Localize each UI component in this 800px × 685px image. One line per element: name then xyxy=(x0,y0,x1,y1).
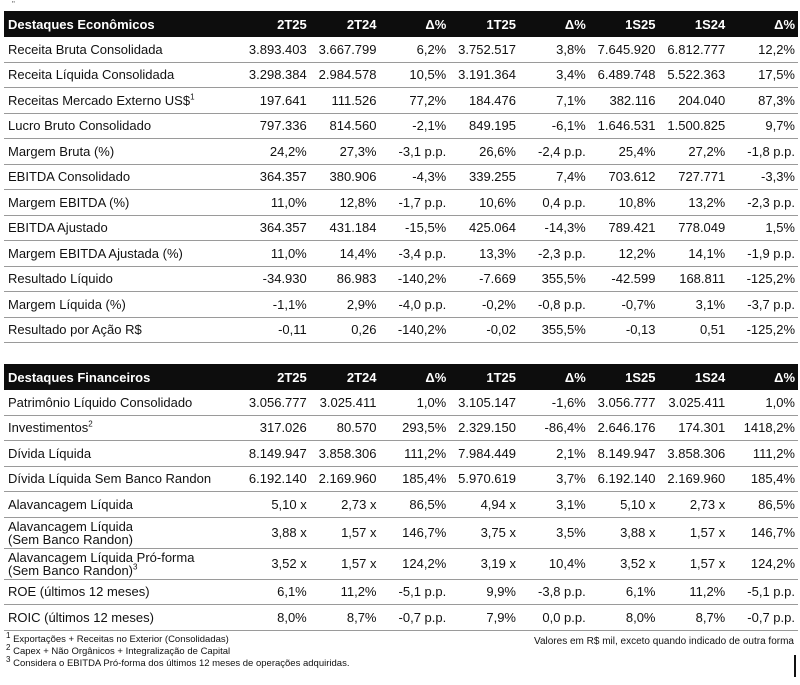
value-cell: 3.191.364 xyxy=(449,62,519,88)
value-cell: 26,6% xyxy=(449,139,519,165)
value-cell: 27,2% xyxy=(659,139,729,165)
value-cell: 1,0% xyxy=(380,390,450,415)
row-label-text: Patrimônio Líquido Consolidado xyxy=(8,394,193,410)
value-cell: -1,6% xyxy=(519,390,589,415)
value-cell: -3,3% xyxy=(728,164,798,190)
value-cell: 7.645.920 xyxy=(589,37,659,62)
value-cell: 7,4% xyxy=(519,164,589,190)
table-row xyxy=(4,88,798,114)
page-edge-mark xyxy=(794,655,796,677)
value-cell: 3,8% xyxy=(519,37,589,62)
table-row xyxy=(4,266,798,292)
value-cell: 3.056.777 xyxy=(240,390,310,415)
value-cell: 14,1% xyxy=(659,241,729,267)
fin-column-header: 1S24 xyxy=(659,364,729,390)
value-cell: 174.301 xyxy=(659,415,729,441)
value-cell: -125,2% xyxy=(728,317,798,343)
value-cell: 380.906 xyxy=(310,164,380,190)
row-label xyxy=(4,517,240,548)
economic-highlights-table xyxy=(4,11,798,343)
footnote-line xyxy=(6,654,350,670)
value-cell: -34.930 xyxy=(240,266,310,292)
value-cell: -4,3% xyxy=(380,164,450,190)
value-cell: -86,4% xyxy=(519,415,589,441)
value-cell: 14,4% xyxy=(310,241,380,267)
value-cell: 184.476 xyxy=(449,88,519,114)
row-label-subtext: (Sem Banco Randon) xyxy=(8,531,134,547)
econ-column-header: 2T24 xyxy=(310,11,380,37)
value-cell: 2,73 x xyxy=(310,492,380,518)
table-row xyxy=(4,37,798,62)
value-cell: 2.984.578 xyxy=(310,62,380,88)
table-row xyxy=(4,292,798,318)
value-cell: -3,8 p.p. xyxy=(519,579,589,605)
value-cell: 9,7% xyxy=(728,113,798,139)
value-cell: 1.500.825 xyxy=(659,113,729,139)
row-label xyxy=(4,215,240,241)
value-cell: 8,7% xyxy=(659,605,729,631)
row-label-text: EBITDA Ajustado xyxy=(8,220,108,236)
value-cell: -0,7 p.p. xyxy=(728,605,798,631)
row-label-text: EBITDA Consolidado xyxy=(8,169,131,185)
value-cell: 5.970.619 xyxy=(449,466,519,492)
fin-column-header: 1T25 xyxy=(449,364,519,390)
value-cell: -0,7% xyxy=(589,292,659,318)
value-cell: 7.984.449 xyxy=(449,441,519,467)
footnote-marker: 3 xyxy=(133,562,138,572)
value-cell: 13,3% xyxy=(449,241,519,267)
value-cell: 9,9% xyxy=(449,579,519,605)
value-cell: 80.570 xyxy=(310,415,380,441)
value-cell: 2.329.150 xyxy=(449,415,519,441)
footnote-text: Capex + Não Orgânicos + Integralização de Capital xyxy=(13,646,231,657)
value-cell: 2,9% xyxy=(310,292,380,318)
row-label-text: Receita Bruta Consolidada xyxy=(8,41,163,57)
table-row xyxy=(4,164,798,190)
value-cell: 111,2% xyxy=(380,441,450,467)
value-cell: -140,2% xyxy=(380,266,450,292)
value-cell: 1,5% xyxy=(728,215,798,241)
value-cell: 2,1% xyxy=(519,441,589,467)
value-cell: 27,3% xyxy=(310,139,380,165)
value-cell: -15,5% xyxy=(380,215,450,241)
row-label xyxy=(4,415,240,441)
value-cell: -7.669 xyxy=(449,266,519,292)
table-row xyxy=(4,415,798,441)
row-label-text: Margem Bruta (%) xyxy=(8,143,115,159)
value-cell: 12,2% xyxy=(589,241,659,267)
table-row xyxy=(4,190,798,216)
econ-section-title: Destaques Econômicos xyxy=(4,11,240,37)
value-cell: 789.421 xyxy=(589,215,659,241)
value-cell: 3,19 x xyxy=(449,548,519,579)
row-label-text: Margem EBITDA Ajustada (%) xyxy=(8,245,183,261)
table-row xyxy=(4,317,798,343)
table-row xyxy=(4,492,798,518)
value-cell: 11,0% xyxy=(240,190,310,216)
fin-column-header: 2T24 xyxy=(310,364,380,390)
value-cell: 1,0% xyxy=(728,390,798,415)
value-cell: 10,5% xyxy=(380,62,450,88)
row-label xyxy=(4,579,240,605)
value-cell: 3,88 x xyxy=(240,517,310,548)
row-label-text: Margem Líquida (%) xyxy=(8,296,126,312)
value-cell: 382.116 xyxy=(589,88,659,114)
value-cell: -0,11 xyxy=(240,317,310,343)
row-label xyxy=(4,466,240,492)
value-cell: 10,6% xyxy=(449,190,519,216)
table-row xyxy=(4,548,798,579)
row-label-text: Resultado Líquido xyxy=(8,271,113,287)
value-cell: 86,5% xyxy=(380,492,450,518)
row-label xyxy=(4,37,240,62)
value-cell: -0,2% xyxy=(449,292,519,318)
value-cell: 111,2% xyxy=(728,441,798,467)
econ-column-header: 1T25 xyxy=(449,11,519,37)
row-label-text: Lucro Bruto Consolidado xyxy=(8,118,152,134)
row-label-text: Receita Líquida Consolidada xyxy=(8,67,175,83)
value-cell: 124,2% xyxy=(728,548,798,579)
row-label-text: ROE (últimos 12 meses) xyxy=(8,584,150,600)
value-cell: 2,73 x xyxy=(659,492,729,518)
value-cell: 727.771 xyxy=(659,164,729,190)
value-cell: 17,5% xyxy=(728,62,798,88)
table-row xyxy=(4,62,798,88)
value-cell: 0,0 p.p. xyxy=(519,605,589,631)
row-label-text: Alavancagem Líquida Pró-forma xyxy=(8,549,195,565)
value-cell: -4,0 p.p. xyxy=(380,292,450,318)
value-cell: 364.357 xyxy=(240,164,310,190)
value-cell: 6,2% xyxy=(380,37,450,62)
value-cell: 6,1% xyxy=(240,579,310,605)
row-label-text: Dívida Líquida Sem Banco Randon xyxy=(8,471,212,487)
value-cell: 1,57 x xyxy=(659,517,729,548)
value-cell: 8.149.947 xyxy=(240,441,310,467)
footnote-text: Exportações + Receitas no Exterior (Consolidadas) xyxy=(13,634,229,645)
row-label-text: Receitas Mercado Externo US\$$^1$ xyxy=(8,92,195,108)
value-cell: 3.105.147 xyxy=(449,390,519,415)
value-cell: 5,10 x xyxy=(589,492,659,518)
value-cell: 3.025.411 xyxy=(310,390,380,415)
row-label-text: Alavancagem Líquida xyxy=(8,496,134,512)
row-label-text: ROIC (últimos 12 meses) xyxy=(8,609,154,625)
row-label-text: Dívida Líquida xyxy=(8,445,92,461)
value-cell: -0,02 xyxy=(449,317,519,343)
value-cell: 3.858.306 xyxy=(310,441,380,467)
value-cell: -2,4 p.p. xyxy=(519,139,589,165)
footnote-text: Considera o EBITDA Pró-forma dos últimos 12 meses de operações adquiridas. xyxy=(13,658,350,669)
row-label xyxy=(4,548,240,579)
row-label xyxy=(4,441,240,467)
value-cell: 3.056.777 xyxy=(589,390,659,415)
table-row xyxy=(4,241,798,267)
value-cell: 11,0% xyxy=(240,241,310,267)
value-cell: 355,5% xyxy=(519,266,589,292)
value-cell: 1,57 x xyxy=(310,517,380,548)
value-cell: -0,7 p.p. xyxy=(380,605,450,631)
value-cell: -14,3% xyxy=(519,215,589,241)
value-cell: 0,26 xyxy=(310,317,380,343)
row-label xyxy=(4,492,240,518)
value-cell: -1,8 p.p. xyxy=(728,139,798,165)
value-cell: 3,1% xyxy=(659,292,729,318)
value-cell: -2,1% xyxy=(380,113,450,139)
unit-note: Valores em R$ mil, exceto quando indicado de outra forma xyxy=(534,636,794,647)
value-cell: 6,1% xyxy=(589,579,659,605)
value-cell: 204.040 xyxy=(659,88,729,114)
value-cell: 86,5% xyxy=(728,492,798,518)
value-cell: 778.049 xyxy=(659,215,729,241)
value-cell: -3,4 p.p. xyxy=(380,241,450,267)
footnote-number: 2 xyxy=(6,642,11,652)
value-cell: 703.612 xyxy=(589,164,659,190)
table-row xyxy=(4,139,798,165)
row-label xyxy=(4,292,240,318)
value-cell: 3.893.403 xyxy=(240,37,310,62)
value-cell: 3,4% xyxy=(519,62,589,88)
value-cell: 2.646.176 xyxy=(589,415,659,441)
value-cell: 293,5% xyxy=(380,415,450,441)
value-cell: 317.026 xyxy=(240,415,310,441)
value-cell: 12,2% xyxy=(728,37,798,62)
value-cell: -125,2% xyxy=(728,266,798,292)
econ-column-header: Δ% xyxy=(728,11,798,37)
table-row xyxy=(4,113,798,139)
value-cell: -1,9 p.p. xyxy=(728,241,798,267)
value-cell: 8.149.947 xyxy=(589,441,659,467)
fin-column-header: Δ% xyxy=(519,364,589,390)
value-cell: 8,0% xyxy=(240,605,310,631)
value-cell: 6.489.748 xyxy=(589,62,659,88)
table-row xyxy=(4,517,798,548)
value-cell: 1.646.531 xyxy=(589,113,659,139)
value-cell: 814.560 xyxy=(310,113,380,139)
value-cell: 3.298.384 xyxy=(240,62,310,88)
econ-column-header: 1S24 xyxy=(659,11,729,37)
value-cell: 7,1% xyxy=(519,88,589,114)
fin-column-header: Δ% xyxy=(380,364,450,390)
value-cell: 86.983 xyxy=(310,266,380,292)
value-cell: 797.336 xyxy=(240,113,310,139)
highlights-sheet xyxy=(4,11,798,631)
value-cell: 10,4% xyxy=(519,548,589,579)
row-label-text: Resultado por Ação R$ xyxy=(8,322,142,338)
value-cell: 185,4% xyxy=(380,466,450,492)
value-cell: -1,7 p.p. xyxy=(380,190,450,216)
value-cell: 168.811 xyxy=(659,266,729,292)
value-cell: -0,13 xyxy=(589,317,659,343)
table-row xyxy=(4,605,798,631)
value-cell: 3,52 x xyxy=(240,548,310,579)
value-cell: 3.858.306 xyxy=(659,441,729,467)
value-cell: 3,52 x xyxy=(589,548,659,579)
econ-column-header: 2T25 xyxy=(240,11,310,37)
table-row xyxy=(4,390,798,415)
value-cell: 0,4 p.p. xyxy=(519,190,589,216)
row-label xyxy=(4,139,240,165)
row-label xyxy=(4,605,240,631)
value-cell: 0,51 xyxy=(659,317,729,343)
value-cell: -42.599 xyxy=(589,266,659,292)
financial-highlights-table xyxy=(4,364,798,631)
value-cell: 3,7% xyxy=(519,466,589,492)
value-cell: -1,1% xyxy=(240,292,310,318)
value-cell: -5,1 p.p. xyxy=(728,579,798,605)
value-cell: 111.526 xyxy=(310,88,380,114)
fin-section-title: Destaques Financeiros xyxy=(4,364,240,390)
value-cell: -3,1 p.p. xyxy=(380,139,450,165)
value-cell: 11,2% xyxy=(659,579,729,605)
value-cell: 3.025.411 xyxy=(659,390,729,415)
fin-column-header: Δ% xyxy=(728,364,798,390)
value-cell: 146,7% xyxy=(380,517,450,548)
value-cell: 3,1% xyxy=(519,492,589,518)
table-gap xyxy=(4,343,798,364)
footnote-marker: 1 xyxy=(190,92,195,102)
value-cell: 3,88 x xyxy=(589,517,659,548)
value-cell: 3.752.517 xyxy=(449,37,519,62)
value-cell: 431.184 xyxy=(310,215,380,241)
value-cell: 364.357 xyxy=(240,215,310,241)
value-cell: 146,7% xyxy=(728,517,798,548)
value-cell: 124,2% xyxy=(380,548,450,579)
footnote-number: 1 xyxy=(6,630,11,640)
value-cell: 8,0% xyxy=(589,605,659,631)
table-row xyxy=(4,441,798,467)
value-cell: 185,4% xyxy=(728,466,798,492)
value-cell: 5.522.363 xyxy=(659,62,729,88)
table-row xyxy=(4,215,798,241)
econ-column-header: 1S25 xyxy=(589,11,659,37)
row-label xyxy=(4,190,240,216)
value-cell: 77,2% xyxy=(380,88,450,114)
econ-column-header: Δ% xyxy=(380,11,450,37)
value-cell: 1418,2% xyxy=(728,415,798,441)
row-label xyxy=(4,164,240,190)
value-cell: 4,94 x xyxy=(449,492,519,518)
row-label xyxy=(4,88,240,114)
value-cell: -140,2% xyxy=(380,317,450,343)
value-cell: 197.641 xyxy=(240,88,310,114)
footnote-line xyxy=(6,630,349,646)
row-label-subtext: (Sem Banco Randon)$^3$ xyxy=(8,562,138,578)
value-cell: 13,2% xyxy=(659,190,729,216)
value-cell: -3,7 p.p. xyxy=(728,292,798,318)
fin-column-header: 2T25 xyxy=(240,364,310,390)
value-cell: 2.169.960 xyxy=(310,466,380,492)
value-cell: 24,2% xyxy=(240,139,310,165)
value-cell: 6.192.140 xyxy=(240,466,310,492)
value-cell: 3.667.799 xyxy=(310,37,380,62)
footnote-marker: 2 xyxy=(88,419,93,429)
value-cell: 3,5% xyxy=(519,517,589,548)
row-label xyxy=(4,266,240,292)
row-label-text: Margem EBITDA (%) xyxy=(8,194,130,210)
value-cell: 87,3% xyxy=(728,88,798,114)
value-cell: 2.169.960 xyxy=(659,466,729,492)
corner-mark: " xyxy=(12,0,15,9)
value-cell: 3,75 x xyxy=(449,517,519,548)
value-cell: 1,57 x xyxy=(310,548,380,579)
economic-header-row xyxy=(4,11,798,37)
value-cell: -0,8 p.p. xyxy=(519,292,589,318)
value-cell: -5,1 p.p. xyxy=(380,579,450,605)
value-cell: -2,3 p.p. xyxy=(519,241,589,267)
value-cell: -6,1% xyxy=(519,113,589,139)
value-cell: 339.255 xyxy=(449,164,519,190)
value-cell: 10,8% xyxy=(589,190,659,216)
value-cell: 6.812.777 xyxy=(659,37,729,62)
row-label-text: Alavancagem Líquida xyxy=(8,518,134,534)
value-cell: 7,9% xyxy=(449,605,519,631)
row-label-text: Investimentos$^2$ xyxy=(8,419,93,436)
row-label xyxy=(4,113,240,139)
value-cell: 5,10 x xyxy=(240,492,310,518)
table-row xyxy=(4,466,798,492)
footnotes xyxy=(6,630,350,670)
value-cell: 11,2% xyxy=(310,579,380,605)
value-cell: 355,5% xyxy=(519,317,589,343)
value-cell: 25,4% xyxy=(589,139,659,165)
value-cell: 8,7% xyxy=(310,605,380,631)
value-cell: 425.064 xyxy=(449,215,519,241)
value-cell: 1,57 x xyxy=(659,548,729,579)
row-label xyxy=(4,241,240,267)
fin-column-header: 1S25 xyxy=(589,364,659,390)
value-cell: 6.192.140 xyxy=(589,466,659,492)
table-row xyxy=(4,579,798,605)
value-cell: 849.195 xyxy=(449,113,519,139)
footnote-line xyxy=(6,642,349,658)
row-label xyxy=(4,390,240,415)
financial-header-row xyxy=(4,364,798,390)
row-label xyxy=(4,62,240,88)
econ-column-header: Δ% xyxy=(519,11,589,37)
value-cell: -2,3 p.p. xyxy=(728,190,798,216)
footnote-number: 3 xyxy=(6,654,11,664)
row-label xyxy=(4,317,240,343)
value-cell: 12,8% xyxy=(310,190,380,216)
